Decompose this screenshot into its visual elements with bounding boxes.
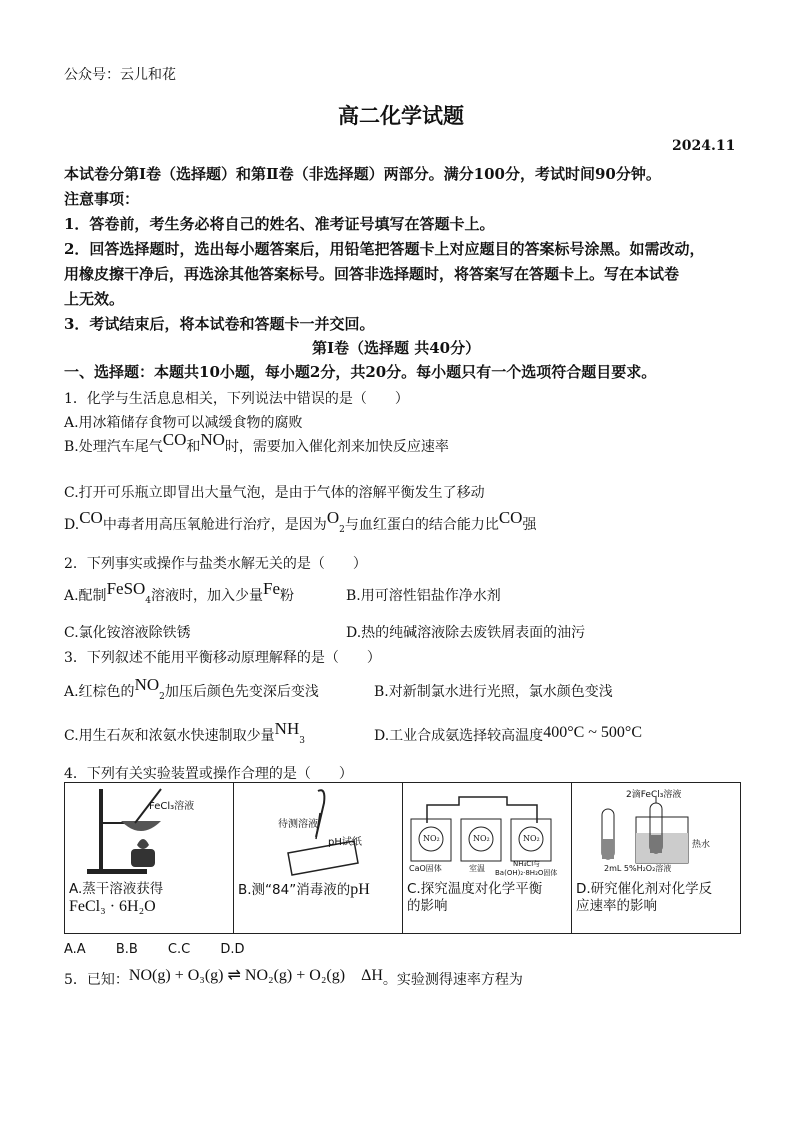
q4-options: A.A B.B C.C D.D (64, 942, 245, 957)
q4-caption-a: A.蒸干溶液获得 FeCl₃ · 6H₂O (69, 881, 164, 915)
catalyst-rate-figure (572, 783, 740, 879)
baoh2-label: Ba(OH)₂·8H₂O固体 (495, 869, 558, 877)
ph-paper-icon (234, 783, 402, 879)
q4-cell-a (65, 783, 234, 934)
fecl3-solution-label: FeCl₃溶液 (149, 801, 195, 812)
q4-caption-b: B.测“84”消毒液的pH (238, 881, 370, 898)
q1-option-d: D.CO中毒者用高压氧舱进行治疗，是因为$O_2$与血红蛋白的结合能力比CO强 (64, 508, 537, 535)
room-temp-label: 室温 (469, 864, 485, 873)
account-label: 公众号：云儿和花 (64, 67, 176, 83)
note-2b: 用橡皮擦干净后，再选涂其他答案标号。回答非选择题时，将答案写在答题卡上。写在本试卷 (64, 265, 680, 283)
q2-stem: 2．下列事实或操作与盐类水解无关的是（ ） (64, 556, 367, 572)
hot-water-label: 热水 (692, 840, 711, 850)
note-2a: 2．回答选择题时，选出每小题答案后，用铅笔把答题卡上对应题目的答案标号涂黑。如需改动， (64, 240, 705, 258)
q4-cell-c (403, 783, 572, 934)
q3-option-b: B.对新制氯水进行光照，氯水颜色变浅 (374, 684, 613, 700)
note-3: 3．考试结束后，将本试卷和答题卡一并交回。 (64, 315, 375, 333)
q4-caption-c: C.探究温度对化学平衡 的影响 (407, 881, 543, 914)
q4-caption-d: D.研究催化剂对化学反 应速率的影响 (576, 881, 713, 914)
cao-label: CaO固体 (409, 864, 442, 873)
fecl3-drops-label: 2滴FeCl₃溶液 (626, 790, 682, 800)
q1-stem: 1．化学与生活息息相关，下列说法中错误的是（ ） (64, 391, 409, 407)
q1-option-a: A.用冰箱储存食物可以减缓食物的腐败 (64, 415, 303, 431)
q3-option-a: A.红棕色的$NO_2$加压后颜色先变深后变浅 (64, 675, 319, 702)
nh4cl-label: NH₄Cl与 (513, 860, 541, 868)
q2-option-a: A.配制FeSO$_4$溶液时，加入少量Fe粉 (64, 579, 295, 606)
ph-paper-label: pH试纸 (328, 837, 362, 848)
q4-cell-b (234, 783, 403, 934)
sample-solution-label: 待测溶液 (278, 819, 318, 830)
no2-label-3: NO₂ (523, 834, 540, 843)
q1-option-b: B.处理汽车尾气CO和NO时，需要加入催化剂来加快反应速率 (64, 430, 449, 455)
h2o2-label: 2mL 5%H₂O₂溶液 (604, 864, 672, 873)
q3-stem: 3．下列叙述不能用平衡移动原理解释的是（ ） (64, 650, 381, 666)
note-1: 1．答卷前，考生务必将自己的姓名、准考证号填写在答题卡上。 (64, 215, 495, 233)
q5-stem: 5．已知：NO(g) + O₃(g) ⇌ NO₂(g) + O₂(g) ΔH。实验测得速率方程为 (64, 967, 523, 988)
note-2c: 上无效。 (64, 290, 125, 308)
q1-option-c: C.打开可乐瓶立即冒出大量气泡，是由于气体的溶解平衡发生了移动 (64, 485, 485, 501)
notes-title: 注意事项： (64, 190, 140, 208)
intro-line: 本试卷分第Ⅰ卷（选择题）和第Ⅱ卷（非选择题）两部分。满分100分，考试时间90分钟。 (64, 165, 661, 183)
evaporation-apparatus-figure (65, 783, 233, 879)
q3-option-d: D.工业合成氨选择较高温度400°C ~ 500°C (374, 724, 642, 744)
q4-stem: 4．下列有关实验装置或操作合理的是（ ） (64, 766, 353, 782)
no2-label-2: NO₂ (473, 834, 490, 843)
q2-option-d: D.热的纯碱溶液除去废铁屑表面的油污 (346, 625, 586, 641)
section-title: 第Ⅰ卷（选择题 共40分） (312, 339, 481, 357)
exam-date: 2024.11 (672, 138, 736, 154)
page-title: 高二化学试题 (338, 103, 464, 128)
q2-option-b: B.用可溶性铝盐作净水剂 (346, 588, 501, 604)
no2-label-1: NO₂ (423, 834, 440, 843)
part-heading: 一、选择题：本题共10小题，每小题2分，共20分。每小题只有一个选项符合题目要求。 (64, 363, 657, 381)
q3-option-c: C.用生石灰和浓氨水快速制取少量$NH_3$ (64, 719, 305, 746)
q4-cell-d (572, 783, 741, 934)
q4-figure-table (64, 782, 741, 934)
q2-option-c: C.氯化铵溶液除铁锈 (64, 625, 191, 641)
ph-test-figure (234, 783, 402, 879)
equilibrium-temperature-figure (403, 783, 571, 879)
